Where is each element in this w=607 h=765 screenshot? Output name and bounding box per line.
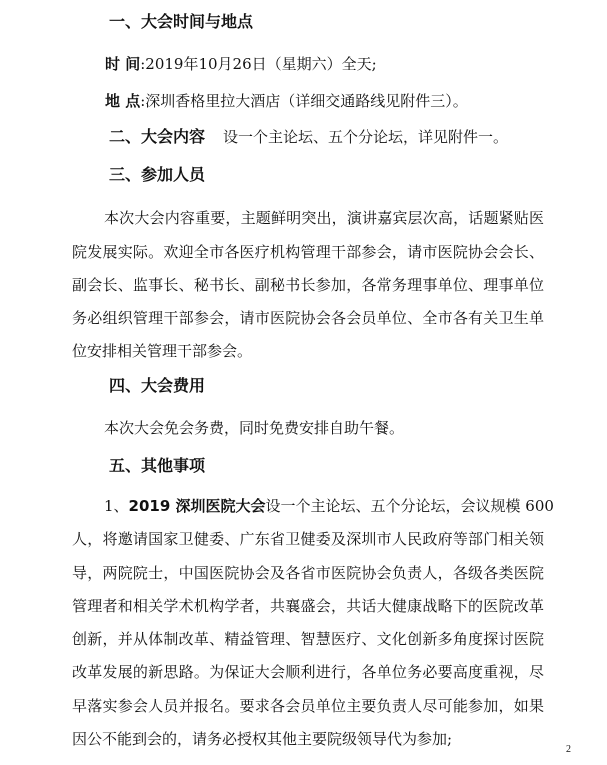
time-label: 时 间 (105, 55, 141, 73)
other-line-3: 导，两院院士，中国医院协会及各省市医院协会负责人，各级各类医院 (72, 564, 544, 582)
other-line-4: 管理者和相关学术机构学者，共襄盛会，共话大健康战略下的医院改革 (72, 597, 544, 615)
section-heading-other: 五、其他事项 (109, 456, 206, 475)
other-line-1-rest: 设一个主论坛、五个分论坛，会议规模 600 (265, 497, 554, 515)
attendees-line-2: 院发展实际。欢迎全市各医疗机构管理干部参会，请市医院协会会长、 (72, 243, 544, 261)
page-number: 2 (566, 744, 571, 755)
other-line-6: 改革发展的新思路。为保证大会顺利进行，各单位务必要高度重视，尽 (72, 663, 544, 681)
content-row (109, 127, 549, 147)
section-heading-fees: 四、大会费用 (109, 376, 206, 395)
other-item-number: 1、 (104, 497, 129, 515)
time-row (105, 54, 525, 74)
place-value: :深圳香格里拉大酒店（详细交通路线见附件三）。 (140, 92, 468, 110)
section-heading-content: 二、大会内容 (109, 127, 206, 146)
attendees-line-5: 位安排相关管理干部参会。 (72, 342, 253, 360)
other-line-8: 因公不能到会的，请务必授权其他主要院级领导代为参加; (72, 730, 453, 748)
time-value: :2019年10月26日（星期六）全天; (140, 55, 377, 73)
other-line-2: 人，将邀请国家卫健委、广东省卫健委及深圳市人民政府等部门相关领 (72, 530, 544, 548)
place-row (105, 91, 545, 111)
other-line-7: 早落实参会人员并报名。要求各会员单位主要负责人尽可能参加，如果 (72, 697, 544, 715)
other-line-5: 创新，并从体制改革、精益管理、智慧医疗、文化创新多角度探讨医院 (72, 630, 544, 648)
attendees-line-4: 务必组织管理干部参会，请市医院协会各会员单位、全市各有关卫生单 (72, 309, 544, 327)
conference-name: 2019 深圳医院大会 (128, 497, 266, 515)
section-heading-attendees: 三、参加人员 (109, 165, 206, 184)
fees-text: 本次大会免会务费，同时免费安排自助午餐。 (104, 419, 405, 437)
place-label: 地 点 (105, 92, 141, 110)
other-line-1 (104, 496, 554, 516)
attendees-line-3: 副会长、监事长、秘书长、副秘书长参加，各常务理事单位、理事单位 (72, 276, 544, 294)
attendees-line-1: 本次大会内容重要，主题鲜明突出，演讲嘉宾层次高，话题紧贴医 (104, 209, 544, 227)
section-heading-time-place: 一、大会时间与地点 (109, 12, 254, 31)
content-text: 设一个主论坛、五个分论坛，详见附件一。 (223, 128, 509, 146)
